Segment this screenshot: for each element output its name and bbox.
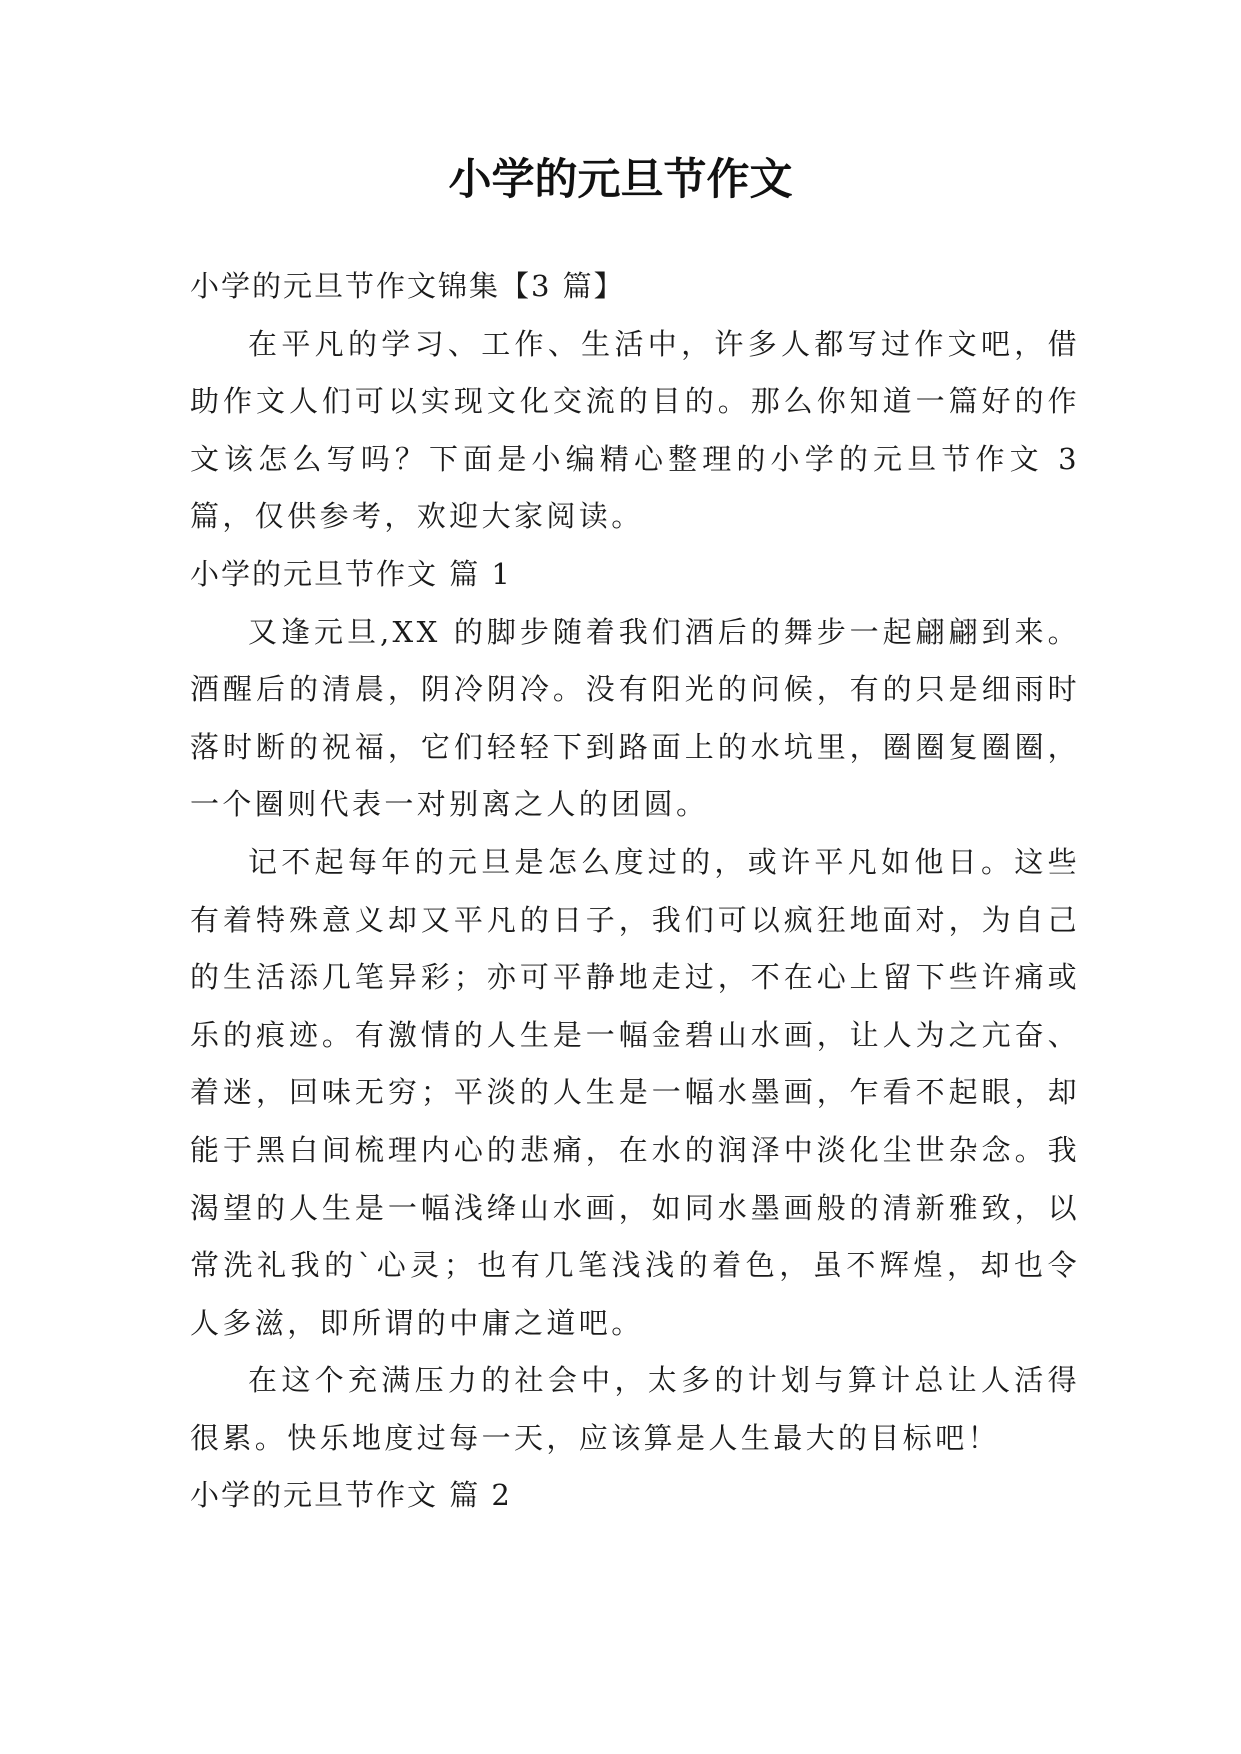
section-1-heading: 小学的元旦节作文 篇 1 xyxy=(190,556,512,591)
intro-paragraph: 在平凡的学习、工作、生活中，许多人都写过作文吧，借助作文人们可以实现文化交流的目的。那么你知道一篇好的作文该怎么写吗？下面是小编精心整理的小学的元旦节作文 3 篇，仅供参考，欢迎大家阅读。 xyxy=(190,326,1080,534)
section-1-paragraph-1: 又逢元旦,XX 的脚步随着我们酒后的舞步一起翩翩到来。酒醒后的清晨，阴冷阴冷。没有阳光的问候，有的只是细雨时落时断的祝福，它们轻轻下到路面上的水坑里，圈圈复圈圈，一个圈则代表一对别离之人的团圆。 xyxy=(190,614,1080,822)
collection-subtitle: 小学的元旦节作文锦集【3 篇】 xyxy=(190,269,625,303)
section-1-paragraph-3: 在这个充满压力的社会中，太多的计划与算计总让人活得很累。快乐地度过每一天，应该算是人生最大的目标吧！ xyxy=(190,1363,1080,1455)
document-title: 小学的元旦节作文 xyxy=(448,155,793,205)
section-2-heading: 小学的元旦节作文 篇 2 xyxy=(190,1478,512,1513)
section-1-paragraph-2: 记不起每年的元旦是怎么度过的，或许平凡如他日。这些有着特殊意义却又平凡的日子，我们可以疯狂地面对，为自己的生活添几笔异彩；亦可平静地走过，不在心上留下些许痛或乐的痕迹。有激情的人生是一幅金碧山水画，让人为之亢奋、着迷，回味无穷；平淡的人生是一幅水墨画，乍看不起眼，却能于黑白间梳理内心的悲痛，在水的润泽中淡化尘世杂念。我渴望的人生是一幅浅绛山水画，如同水墨画般的清新雅致，以常洗礼我的`心灵；也有几笔浅浅的着色，虽不辉煌，却也令人多滋，即所谓的中庸之道吧。 xyxy=(190,844,1080,1340)
document-body xyxy=(190,258,1080,1525)
